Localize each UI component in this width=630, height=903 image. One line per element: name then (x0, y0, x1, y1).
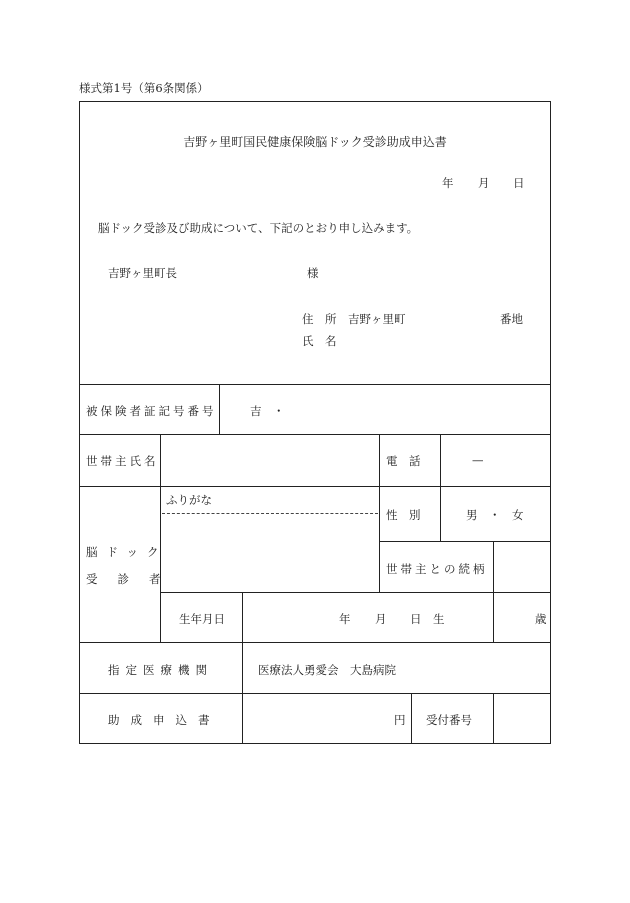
furigana-label: ふりがな (166, 493, 212, 507)
insurance-number-prefix: 吉 ・ (250, 404, 285, 418)
household-head-label: 世帯主氏名 (86, 454, 159, 468)
institution-value: 医療法人勇愛会 大島病院 (258, 663, 396, 677)
receipt-number-label: 受付番号 (426, 713, 472, 727)
examinee-label-line2: 受診者 (86, 572, 181, 586)
insurance-number-label: 被保険者証記号番号 (86, 404, 217, 418)
relation-label: 世帯主との続柄 (386, 562, 488, 576)
institution-label: 指定医療機関 (108, 663, 213, 677)
birth-year-label: 年 (339, 612, 351, 626)
phone-label: 電 話 (386, 454, 421, 468)
phone-separator: — (472, 453, 484, 467)
form-number: 様式第1号（第6条関係） (79, 81, 209, 95)
address-label: 住 所 (302, 312, 337, 326)
name-label: 氏 名 (302, 334, 337, 348)
application-form (79, 101, 551, 744)
subsidy-label: 助成申込書 (108, 713, 221, 727)
yen-suffix: 円 (394, 713, 406, 727)
birth-month-label: 月 (375, 612, 387, 626)
gender-label: 性 別 (386, 508, 421, 522)
birth-date-label: 生年月日 (179, 612, 225, 626)
examinee-label-line1: 脳ドック (86, 545, 168, 559)
birth-suffix: 生 (433, 612, 445, 626)
date-year-label: 年 (442, 176, 454, 190)
birth-day-label: 日 (410, 612, 422, 626)
addressee-honorific: 様 (307, 266, 319, 280)
addressee-name: 吉野ヶ里町長 (108, 266, 177, 280)
intro-text: 脳ドック受診及び助成について、下記のとおり申し込みます。 (98, 221, 419, 235)
form-title: 吉野ヶ里町国民健康保険脳ドック受診助成申込書 (183, 135, 447, 149)
date-day-label: 日 (513, 176, 525, 190)
address-suffix: 番地 (500, 312, 523, 326)
date-month-label: 月 (478, 176, 490, 190)
gender-options: 男 ・ 女 (466, 508, 524, 522)
address-value: 吉野ヶ里町 (348, 312, 406, 326)
age-suffix: 歳 (535, 612, 547, 626)
